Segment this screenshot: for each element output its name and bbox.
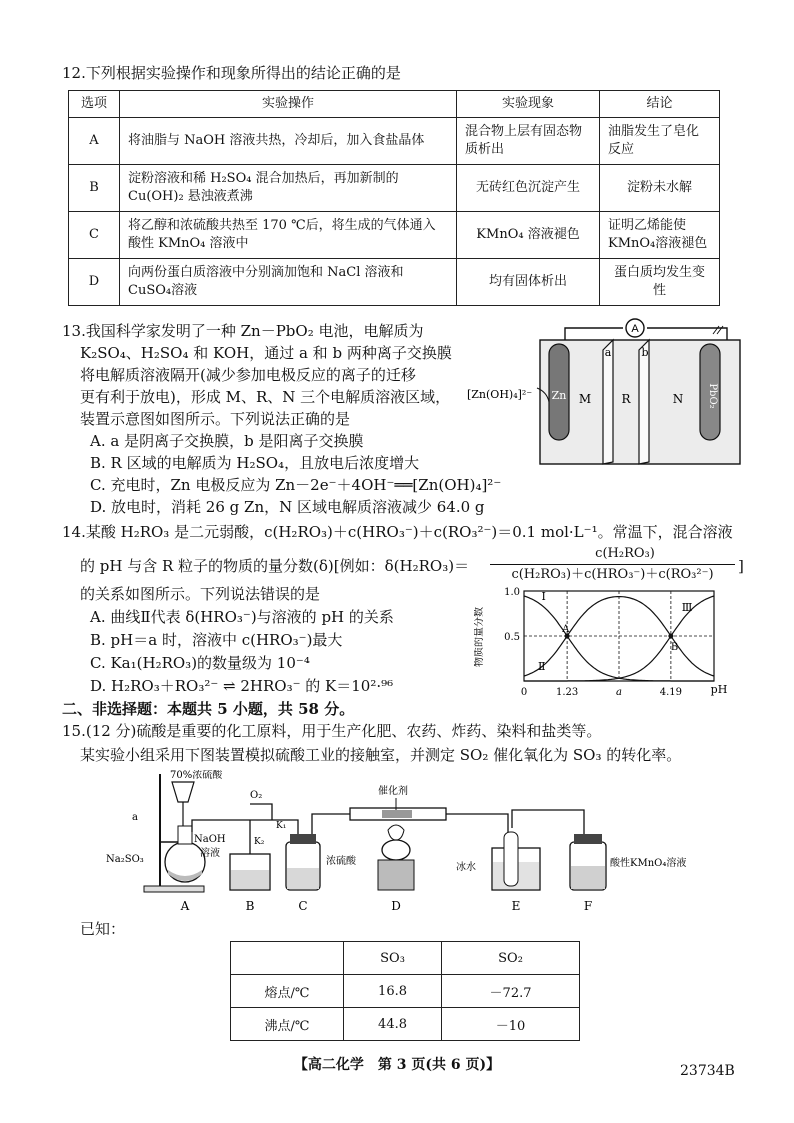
battery-diagram: [465, 316, 750, 468]
x-tick-label: 4.19: [659, 687, 683, 698]
region-m-label: M: [578, 392, 592, 406]
x-tick-label: a: [616, 687, 622, 698]
q14-stem-line2: 的 pH 与含 R 粒子的物质的量分数(δ)[例如：δ(H₂RO₃)＝: [80, 557, 470, 575]
q12-row-c-operation: 将乙醇和浓硫酸共热至 170 ℃后，将生成的气体通入酸性 KMnO₄ 溶液中: [120, 212, 457, 259]
label-apparatus-e: E: [511, 899, 521, 913]
q14-option-d: D. H₂RO₃＋RO₃²⁻ ⇌ 2HRO₃⁻ 的 K＝10²·⁹⁶: [90, 677, 394, 695]
q13-option-d: D. 放电时，消耗 26 g Zn，N 区域电解质溶液减少 64.0 g: [90, 498, 485, 516]
zn-label: Zn: [551, 389, 567, 402]
q12-row-a-phenomenon: 混合物上层有固态物质析出: [457, 118, 600, 165]
q12-table: [68, 90, 720, 306]
q13-stem-line3: 将电解质溶液隔开(减少参加电极反应的离子的迁移: [80, 366, 416, 384]
label-naoh-solution: 溶液: [200, 848, 220, 859]
y-tick-label: 0.5: [504, 632, 520, 643]
y-tick-label: 1.0: [504, 587, 520, 598]
q13-stem-line1: 13.我国科学家发明了一种 Zn－PbO₂ 电池，电解质为: [62, 322, 424, 340]
q15-stem-line2: 某实验小组采用下图装置模拟硫酸工业的接触室，并测定 SO₂ 催化氧化为 SO₃ 的转化率。: [80, 746, 682, 764]
bp-so3-boiling: 44.8: [344, 1008, 442, 1041]
mp-header-so2: SO₂: [442, 942, 580, 975]
q12-row-c-conclusion: 证明乙烯能使KMnO₄溶液褪色: [600, 212, 720, 259]
pbo2-label: PbO₂: [707, 383, 718, 409]
q12-row-b-operation: 淀粉溶液和稀 H₂SO₄ 混合加热后，再加新制的 Cu(OH)₂ 悬浊液煮沸: [120, 165, 457, 212]
known-label: 已知：: [80, 920, 126, 938]
bracket-close: ]: [738, 557, 744, 575]
fraction-denominator: c(H₂RO₃)＋c(HRO₃⁻)＋c(RO₃²⁻): [511, 567, 714, 582]
ammeter-label: A: [631, 323, 639, 335]
q12-row-c-option: C: [69, 212, 120, 259]
label-naoh: NaOH: [194, 834, 226, 845]
label-acidic-kmno4: 酸性KMnO₄溶液: [610, 858, 687, 869]
melting-boiling-table: [230, 941, 580, 1041]
mp-header-blank: [231, 942, 344, 975]
point-label: B: [670, 642, 679, 653]
q12-row-b-conclusion: 淀粉未水解: [600, 165, 720, 212]
x-axis-label: pH: [710, 683, 728, 696]
q12-row-d-phenomenon: 均有固体析出: [457, 259, 600, 306]
page-footer: 【高二化学 第 3 页(共 6 页)】: [293, 1057, 501, 1073]
fraction-bar: [490, 564, 735, 565]
fraction-numerator: c(H₂RO₃): [595, 546, 655, 561]
q12-header-option: 选项: [69, 91, 120, 118]
label-k2: K₂: [254, 837, 265, 847]
label-apparatus-b: B: [245, 899, 255, 913]
q12-row-a-operation: 将油脂与 NaOH 溶液共热，冷却后，加入食盐晶体: [120, 118, 457, 165]
q13-option-b: B. R 区域的电解质为 H₂SO₄，且放电后浓度增大: [90, 454, 420, 472]
apparatus-diagram: [100, 770, 720, 916]
q13-option-a: A. a 是阴离子交换膜，b 是阳离子交换膜: [90, 432, 364, 450]
test-tube-e: [504, 832, 518, 886]
label-a: a: [132, 812, 138, 823]
label-apparatus-a: A: [180, 899, 190, 913]
q12-row-a-option: A: [69, 118, 120, 165]
wooden-block: [378, 860, 414, 890]
q12-row-d-conclusion: 蛋白质均发生变性: [600, 259, 720, 306]
region-r-label: R: [621, 392, 631, 406]
series-label-3: Ⅲ: [681, 600, 693, 614]
q12-header-conclusion: 结论: [600, 91, 720, 118]
q12-row-d-option: D: [69, 259, 120, 306]
q12-stem: 12.下列根据实验操作和现象所得出的结论正确的是: [62, 64, 401, 82]
mp-so2-melting: －72.7: [442, 975, 580, 1008]
label-apparatus-d: D: [391, 899, 401, 913]
flame: [388, 825, 404, 840]
intersection-point: [668, 634, 673, 639]
bp-row-label: 沸点/℃: [231, 1008, 344, 1041]
q12-row-b-option: B: [69, 165, 120, 212]
bp-so2-boiling: －10: [442, 1008, 580, 1041]
label-acid: 70%浓硫酸: [170, 770, 223, 781]
label-na2so3: Na₂SO₃: [106, 854, 144, 865]
q13-stem-line4: 更有利于放电)，形成 M、R、N 三个电解质溶液区域，: [80, 388, 451, 406]
q12-row-b-phenomenon: 无砖红色沉淀产生: [457, 165, 600, 212]
q12-header-phenomenon: 实验现象: [457, 91, 600, 118]
label-o2: O₂: [250, 790, 263, 801]
q12-row-c-phenomenon: KMnO₄ 溶液褪色: [457, 212, 600, 259]
alcohol-lamp: [382, 840, 410, 860]
speciation-chart: [474, 583, 734, 699]
series-label-1: Ⅰ: [541, 590, 546, 603]
label-ice-water: 冰水: [456, 862, 476, 873]
q13-option-c: C. 充电时，Zn 电极反应为 Zn－2e⁻＋4OH⁻══[Zn(OH)₄]²⁻: [90, 476, 502, 494]
mp-header-so3: SO₃: [344, 942, 442, 975]
series-label-2: Ⅱ: [538, 660, 546, 674]
q14-option-c: C. Ka₁(H₂RO₃)的数量级为 10⁻⁴: [90, 654, 310, 672]
region-n-label: N: [672, 392, 684, 406]
mp-row-label: 熔点/℃: [231, 975, 344, 1008]
q12-row-a-conclusion: 油脂发生了皂化反应: [600, 118, 720, 165]
membrane-a-label: a: [604, 346, 612, 359]
label-catalyst: 催化剂: [378, 786, 408, 797]
q14-stem-line1: 14.某酸 H₂RO₃ 是二元弱酸，c(H₂RO₃)＋c(HRO₃⁻)＋c(RO₃²⁻)＝0.1 mol·L⁻¹。常温下，混合溶液: [62, 523, 733, 541]
q15-stem-line1: 15.(12 分)硫酸是重要的化工原料，用于生产化肥、农药、炸药、染料和盐类等。: [62, 722, 602, 740]
section-two-heading: 二、非选择题：本题共 5 小题，共 58 分。: [62, 700, 355, 718]
label-apparatus-f: F: [583, 899, 593, 913]
q12-header-operation: 实验操作: [120, 91, 457, 118]
q14-stem-line3: 的关系如图所示。下列说法错误的是: [80, 585, 321, 603]
point-label: A: [562, 624, 570, 635]
zincate-ion-label: [Zn(OH)₄]²⁻: [467, 388, 533, 401]
q14-option-b: B. pH＝a 时，溶液中 c(HRO₃⁻)最大: [90, 631, 343, 649]
paper-code: 23734B: [680, 1063, 735, 1079]
q12-row-d-operation: 向两份蛋白质溶液中分别滴加饱和 NaCl 溶液和 CuSO₄溶液: [120, 259, 457, 306]
q13-stem-line5: 装置示意图如图所示。下列说法正确的是: [80, 410, 351, 428]
x-tick-label: 0: [520, 687, 528, 698]
membrane-b-label: b: [641, 346, 649, 359]
label-conc-sulfuric: 浓硫酸: [326, 856, 356, 867]
q14-option-a: A. 曲线Ⅱ代表 δ(HRO₃⁻)与溶液的 pH 的关系: [90, 608, 394, 626]
separatory-funnel: [172, 782, 194, 802]
q13-stem-line2: K₂SO₄、H₂SO₄ 和 KOH，通过 a 和 b 两种离子交换膜: [80, 344, 452, 362]
label-apparatus-c: C: [298, 899, 308, 913]
label-k1: K₁: [276, 821, 287, 831]
mp-so3-melting: 16.8: [344, 975, 442, 1008]
y-axis-label: 物质的量分数: [474, 607, 485, 667]
x-tick-label: 1.23: [555, 687, 579, 698]
